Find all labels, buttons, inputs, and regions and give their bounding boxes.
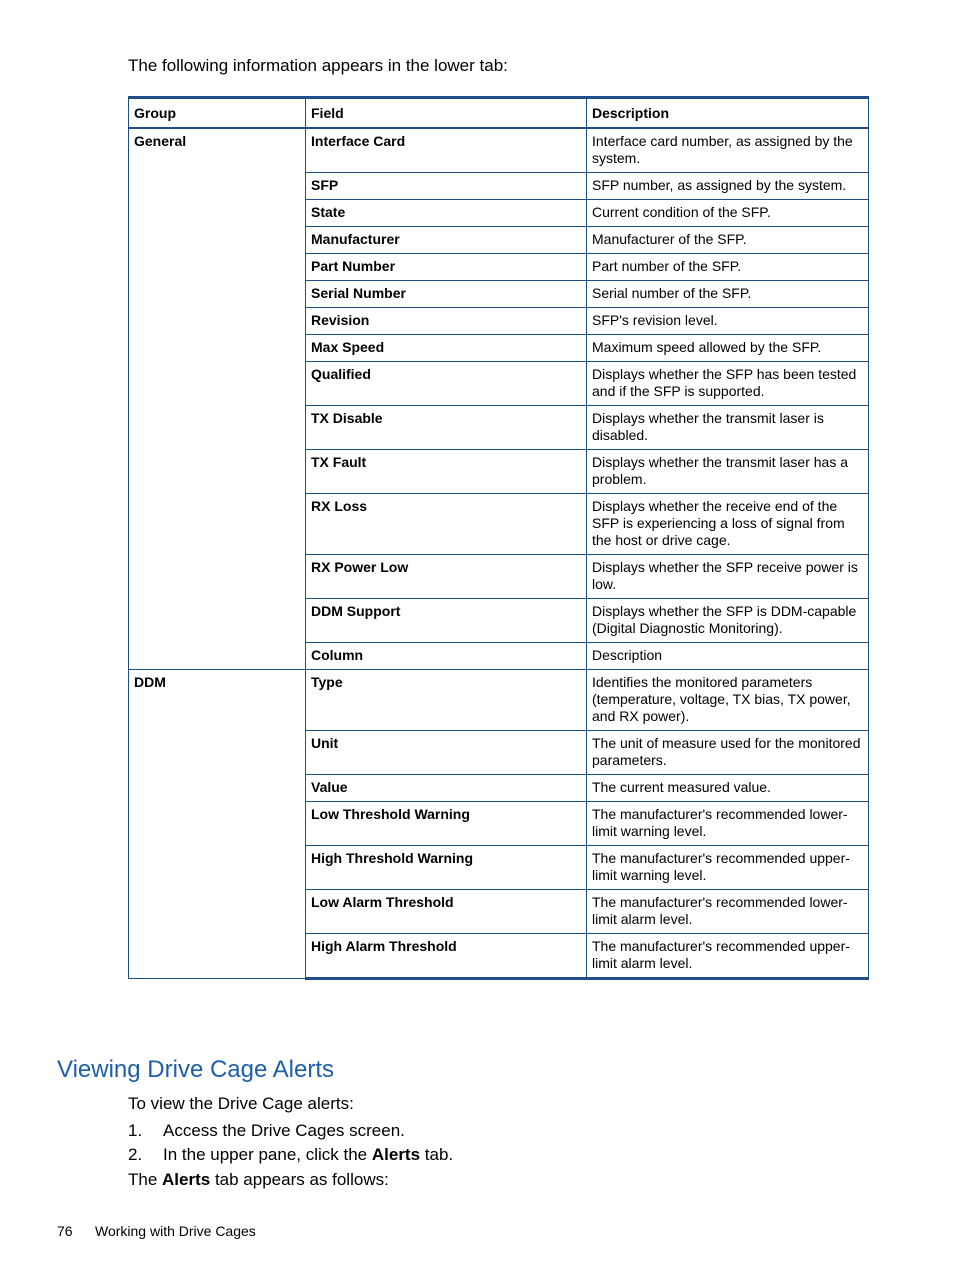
after-text-start: The: [128, 1170, 163, 1189]
table-row: [129, 128, 869, 173]
field-cell: Value: [306, 775, 587, 802]
field-cell: Interface Card: [306, 128, 587, 173]
field-cell: RX Power Low: [306, 555, 587, 599]
description-cell: Manufacturer of the SFP.: [587, 227, 869, 254]
description-cell: Displays whether the transmit laser is disabled.: [587, 406, 869, 450]
description-cell: Maximum speed allowed by the SFP.: [587, 335, 869, 362]
field-cell: Column: [306, 643, 587, 670]
field-cell: High Alarm Threshold: [306, 934, 587, 979]
description-cell: The manufacturer's recommended lower-limit alarm level.: [587, 890, 869, 934]
field-cell: Low Alarm Threshold: [306, 890, 587, 934]
field-cell: Serial Number: [306, 281, 587, 308]
step-text-end: tab.: [420, 1145, 454, 1164]
footer-title: Working with Drive Cages: [95, 1223, 256, 1239]
steps-list: [128, 1119, 453, 1167]
step-number: 2.: [128, 1145, 143, 1164]
page-footer: [57, 1223, 256, 1239]
description-cell: Description: [587, 643, 869, 670]
field-cell: Part Number: [306, 254, 587, 281]
field-cell: DDM Support: [306, 599, 587, 643]
field-cell: RX Loss: [306, 494, 587, 555]
description-cell: Part number of the SFP.: [587, 254, 869, 281]
field-cell: Qualified: [306, 362, 587, 406]
group-cell: General: [129, 128, 306, 670]
field-cell: Type: [306, 670, 587, 731]
step-number: 1.: [128, 1121, 143, 1140]
description-cell: Displays whether the transmit laser has a problem.: [587, 450, 869, 494]
section-heading: Viewing Drive Cage Alerts: [57, 1056, 335, 1083]
description-cell: The unit of measure used for the monitored parameters.: [587, 731, 869, 775]
field-cell: Manufacturer: [306, 227, 587, 254]
field-cell: Low Threshold Warning: [306, 802, 587, 846]
description-cell: The manufacturer's recommended upper-limit warning level.: [587, 846, 869, 890]
step-text: Access the Drive Cages screen.: [163, 1121, 405, 1140]
header-field: Field: [306, 98, 587, 129]
field-cell: State: [306, 200, 587, 227]
step-item: [128, 1143, 453, 1167]
intro-text: The following information appears in the lower tab:: [128, 56, 508, 75]
after-steps-text: [128, 1170, 389, 1190]
step-item: [128, 1119, 453, 1143]
field-cell: Unit: [306, 731, 587, 775]
description-cell: The current measured value.: [587, 775, 869, 802]
field-cell: SFP: [306, 173, 587, 200]
table-header-row: [129, 98, 869, 129]
description-cell: The manufacturer's recommended upper-limit alarm level.: [587, 934, 869, 979]
after-ui-term: Alerts: [162, 1170, 211, 1189]
description-cell: Displays whether the SFP receive power is low.: [587, 555, 869, 599]
table-row: [129, 670, 869, 731]
description-cell: Displays whether the SFP is DDM-capable (Digital Diagnostic Monitoring).: [587, 599, 869, 643]
description-cell: Identifies the monitored parameters (temperature, voltage, TX bias, TX power, and RX power).: [587, 670, 869, 731]
description-cell: Displays whether the SFP has been tested and if the SFP is supported.: [587, 362, 869, 406]
description-cell: SFP's revision level.: [587, 308, 869, 335]
field-cell: Max Speed: [306, 335, 587, 362]
table-body: [129, 128, 869, 979]
field-cell: TX Disable: [306, 406, 587, 450]
header-group: Group: [129, 98, 306, 129]
header-description: Description: [587, 98, 869, 129]
description-cell: Current condition of the SFP.: [587, 200, 869, 227]
page-number: 76: [57, 1223, 73, 1239]
description-cell: Serial number of the SFP.: [587, 281, 869, 308]
description-cell: The manufacturer's recommended lower-limit warning level.: [587, 802, 869, 846]
group-cell: DDM: [129, 670, 306, 979]
section-lead: To view the Drive Cage alerts:: [128, 1094, 354, 1113]
field-cell: High Threshold Warning: [306, 846, 587, 890]
field-cell: TX Fault: [306, 450, 587, 494]
step-text: In the upper pane, click the: [163, 1145, 372, 1164]
description-cell: Interface card number, as assigned by the system.: [587, 128, 869, 173]
sfp-info-table: [128, 96, 869, 980]
field-cell: Revision: [306, 308, 587, 335]
description-cell: SFP number, as assigned by the system.: [587, 173, 869, 200]
step-ui-term: Alerts: [371, 1145, 421, 1164]
description-cell: Displays whether the receive end of the SFP is experiencing a loss of signal from the host or drive cage.: [587, 494, 869, 555]
after-text-end: tab appears as follows:: [210, 1170, 389, 1189]
